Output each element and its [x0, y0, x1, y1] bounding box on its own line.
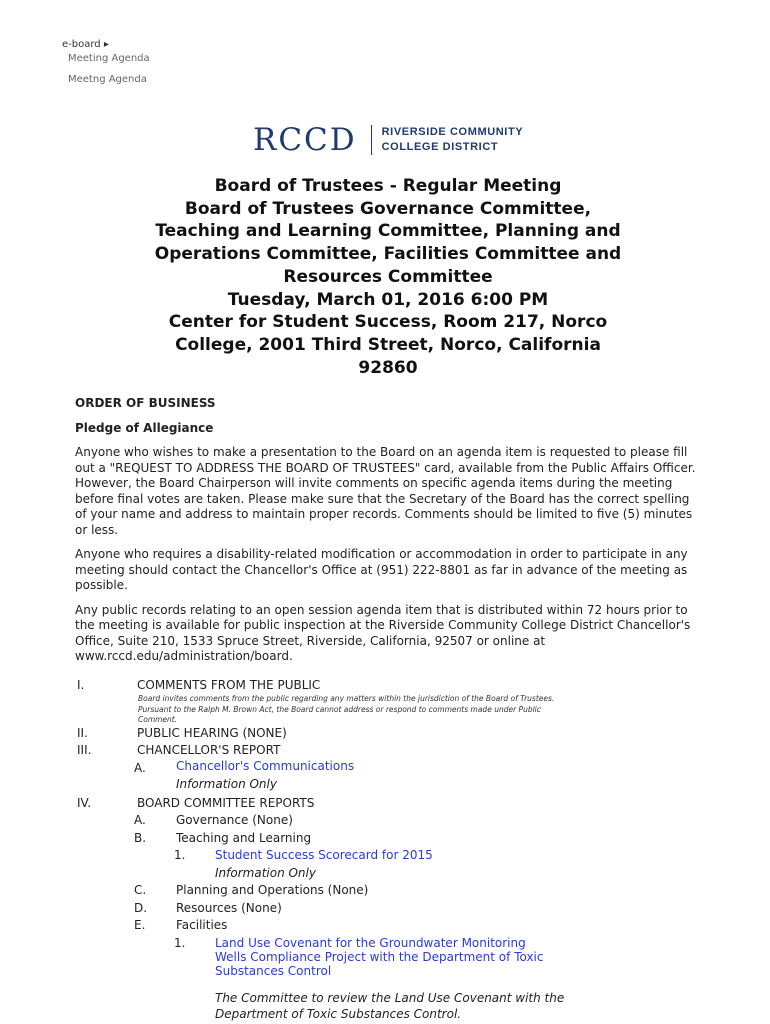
item-letter: E. [134, 918, 146, 932]
logo-words [382, 125, 524, 155]
order-of-business-heading: ORDER OF BUSINESS [75, 396, 216, 410]
item-planning-operations: Planning and Operations (None) [176, 883, 369, 897]
item-chancellors-report: CHANCELLOR'S REPORT [137, 743, 281, 757]
title-line: Operations Committee, Facilities Committee and [154, 244, 622, 265]
item-letter: A. [134, 761, 146, 775]
intro-paragraph: Anyone who requires a disability-related modification or accommodation in order to participate in any meeting should contact the Chancellor's Office at (951) 222-8801 as far in advance of the meeting as possible. [75, 547, 688, 592]
logo-line-1: RIVERSIDE COMMUNITY [381, 126, 524, 138]
title-line: Tuesday, March 01, 2016 6:00 PM [227, 289, 549, 310]
title-line: Board of Trustees Governance Committee, [184, 198, 592, 219]
item-letter: D. [134, 901, 148, 915]
item-note: Information Only [176, 777, 277, 791]
logo-line-2: COLLEGE DISTRICT [381, 141, 499, 153]
item-resources: Resources (None) [176, 901, 282, 915]
title-line: 92860 [358, 357, 418, 378]
breadcrumb-arrow-icon: ▸ [103, 39, 109, 50]
intro-paragraph: Any public records relating to an open session agenda item that is distributed within 72 hours prior to the meeting is available for public inspection at the Riverside Community College District Chancellor's Office, Suite 210, 1533 Spruce Street, Riverside, California, 92507 or online at www.rccd.edu/administration/board. [75, 602, 691, 663]
item-teaching-learning: Teaching and Learning [176, 831, 312, 845]
intro-section [75, 396, 701, 674]
title-line: Board of Trustees - Regular Meeting [214, 176, 562, 196]
logo-mark: RCCD [253, 122, 357, 158]
item-note: Information Only [215, 866, 316, 880]
title-line: Teaching and Learning Committee, Planning and [155, 221, 621, 242]
item-public-hearing: PUBLIC HEARING (NONE) [137, 726, 287, 740]
item-number: I. [77, 678, 85, 692]
title-line: College, 2001 Third Street, Norco, California [175, 334, 601, 355]
title-line: Center for Student Success, Room 217, Norco [168, 312, 608, 333]
item-number: IV. [77, 796, 92, 810]
page-subtitle: Meetng Agenda [68, 74, 147, 85]
item-letter: A. [134, 813, 146, 827]
item-governance: Governance (None) [176, 813, 293, 827]
rccd-logo [253, 122, 523, 158]
breadcrumb [62, 38, 150, 87]
item-number: II. [77, 726, 88, 740]
item-letter: C. [134, 883, 147, 897]
land-use-covenant-link[interactable]: Land Use Covenant for the Groundwater Monitoring Wells Compliance Project with the Department of Toxic Substances Control [215, 936, 544, 978]
item-facilities: Facilities [176, 918, 228, 932]
item-subnumber: 1. [174, 848, 186, 862]
item-letter: B. [134, 831, 147, 845]
item-note: The Committee to review the Land Use Covenant with the Department of Toxic Substances Control. [215, 991, 565, 1021]
item-comments-from-public: COMMENTS FROM THE PUBLIC [137, 678, 321, 692]
student-success-scorecard-link[interactable]: Student Success Scorecard for 2015 [215, 848, 433, 862]
intro-paragraph: Anyone who wishes to make a presentation to the Board on an agenda item is requested to please fill out a "REQUEST TO ADDRESS THE BOARD OF TRUSTEES" card, available from the Public Affairs Officer. However, the Board Chairperson will invite comments on specific agenda items during the meeting before final votes are taken. Please make sure that the Secretary of the Board has the correct spelling of your name and address to maintain proper records. Comments should be limited to five (5) minutes or less. [75, 445, 696, 537]
title-line: Resources Committee [283, 266, 493, 287]
breadcrumb-current: Meeting Agenda [68, 53, 150, 64]
logo-divider [371, 125, 372, 155]
breadcrumb-root-link[interactable]: e-board [62, 39, 101, 50]
item-subnumber: 1. [174, 936, 186, 950]
item-note: Board invites comments from the public regarding any matters within the jurisdiction of the Board of Trustees. Pursuant to the Ralph M. Brown Act, the Board cannot address or respond to comments made under Public Comment. [138, 694, 555, 724]
chancellors-communications-link[interactable]: Chancellor's Communications [176, 759, 355, 773]
pledge-heading: Pledge of Allegiance [75, 420, 214, 435]
meeting-title [100, 175, 676, 379]
item-number: III. [77, 743, 92, 757]
item-board-committee-reports: BOARD COMMITTEE REPORTS [137, 796, 315, 810]
